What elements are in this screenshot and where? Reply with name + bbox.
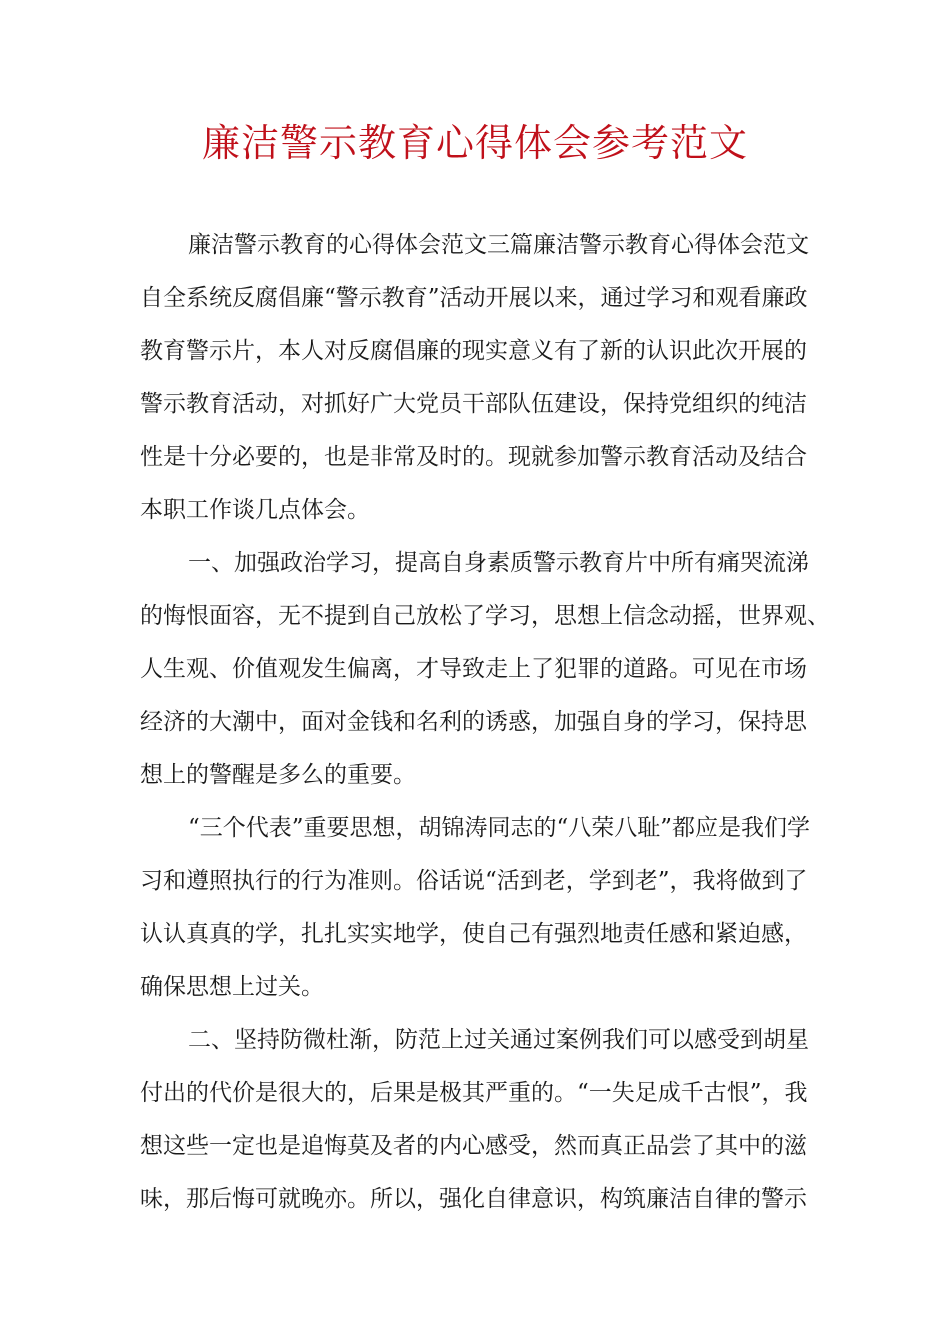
body-line: 警示教育活动，对抓好广大党员干部队伍建设，保持党组织的纯洁 [140,391,807,417]
body-line: 的悔恨面容，无不提到自己放松了学习，思想上信念动摇，世界观、 [140,603,830,629]
body-line: 确保思想上过关。 [140,974,324,1000]
body-line: 习和遵照执行的行为准则。俗话说“活到老，学到老”，我将做到了 [140,868,808,894]
body-line: 教育警示片，本人对反腐倡廉的现实意义有了新的认识此次开展的 [140,338,807,364]
body-line: 认认真真的学，扎扎实实地学，使自己有强烈地责任感和紧迫感， [140,921,807,947]
body-line: 二、坚持防微杜渐，防范上过关通过案例我们可以感受到胡星 [188,1027,809,1053]
body-line: 人生观、价值观发生偏离，才导致走上了犯罪的道路。可见在市场 [140,656,807,682]
body-line: 自全系统反腐倡廉“警示教育”活动开展以来，通过学习和观看廉政 [140,285,808,311]
body-line: 本职工作谈几点体会。 [140,497,370,523]
document-title: 廉洁警示教育心得体会参考范文 [201,121,748,165]
body-line: 想这些一定也是追悔莫及者的内心感受，然而真正品尝了其中的滋 [140,1133,807,1159]
body-line: 廉洁警示教育的心得体会范文三篇廉洁警示教育心得体会范文 [188,232,809,258]
body-line: 性是十分必要的，也是非常及时的。现就参加警示教育活动及结合 [140,444,807,470]
body-line: 味，那后悔可就晚亦。所以，强化自律意识，构筑廉洁自律的警示 [140,1186,807,1212]
body-line: 经济的大潮中，面对金钱和名利的诱惑，加强自身的学习，保持思 [140,709,807,735]
body-line: “三个代表”重要思想，胡锦涛同志的“八荣八耻”都应是我们学 [188,815,811,841]
body-line: 一、加强政治学习，提高自身素质警示教育片中所有痛哭流涕 [188,550,809,576]
body-line: 付出的代价是很大的，后果是极其严重的。“一失足成千古恨”，我 [140,1080,808,1106]
body-line: 想上的警醒是多么的重要。 [140,762,416,788]
